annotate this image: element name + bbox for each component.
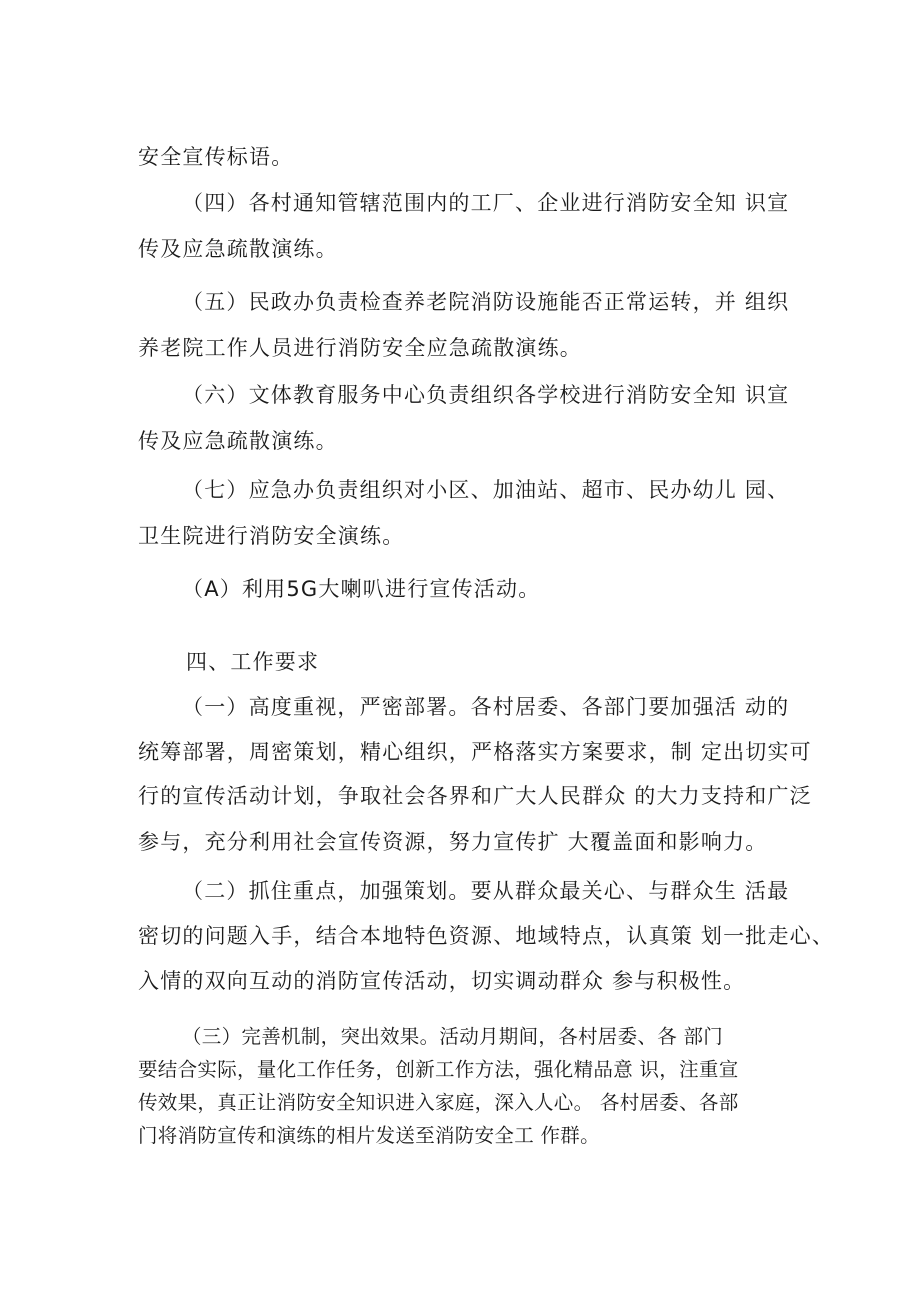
text-line: 入情的双向互动的消防宣传活动，切实调动群众 参与积极性。 [138,969,746,993]
text-line: （一）高度重视，严密部署。各村居委、各部门要加强活 动的 [182,695,790,719]
text-line: （三）完善机制，突出效果。活动月期间，各村居委、各 部门 [182,1025,724,1048]
text-line: 传及应急疏散演练。 [138,237,338,261]
text-line: （五）民政办负责检查养老院消防设施能否正常运转，并 组织 [182,290,790,314]
text-line: （六）文体教育服务中心负责组织各学校进行消防安全知 识宣 [182,383,790,407]
text-line: 统筹部署，周密策划，精心组织，严格落实方案要求，制 定出切实可 [138,740,812,764]
text-line: （七）应急办负责组织对小区、加油站、超市、民办幼儿 园、 [182,478,790,502]
text-line: 密切的问题入手，结合本地特色资源、地域特点，认真策 划一批走心、 [138,924,835,948]
text-line: （四）各村通知管辖范围内的工厂、企业进行消防安全知 识宣 [182,191,790,215]
section-heading: 四、工作要求 [186,650,320,674]
text-line: 传效果，真正让消防安全知识进入家庭，深入人心。 各村居委、各部 [138,1091,739,1114]
text-line: 要结合实际，量化工作任务，创新工作方法，强化精品意 识，注重宣 [138,1058,739,1081]
text-line: 传及应急疏散演练。 [138,429,338,453]
text-line: 卫生院进行消防安全演练。 [138,524,405,548]
text-line: 安全宣传标语。 [138,145,294,169]
text-line: 门将消防宣传和演练的相片发送至消防安全工 作群。 [138,1124,600,1147]
text-line: 参与，充分利用社会宣传资源，努力宣传扩 大覆盖面和影响力。 [138,830,768,854]
text-line: （A）利用5G大喇叭进行宣传活动。 [182,577,541,601]
text-line: （二）抓住重点，加强策划。要从群众最关心、与群众生 活最 [182,879,790,903]
text-line: 行的宣传活动计划，争取社会各界和广大人民群众 的大力支持和广泛 [138,784,812,808]
text-line: 养老院工作人员进行消防安全应急疏散演练。 [138,336,582,360]
